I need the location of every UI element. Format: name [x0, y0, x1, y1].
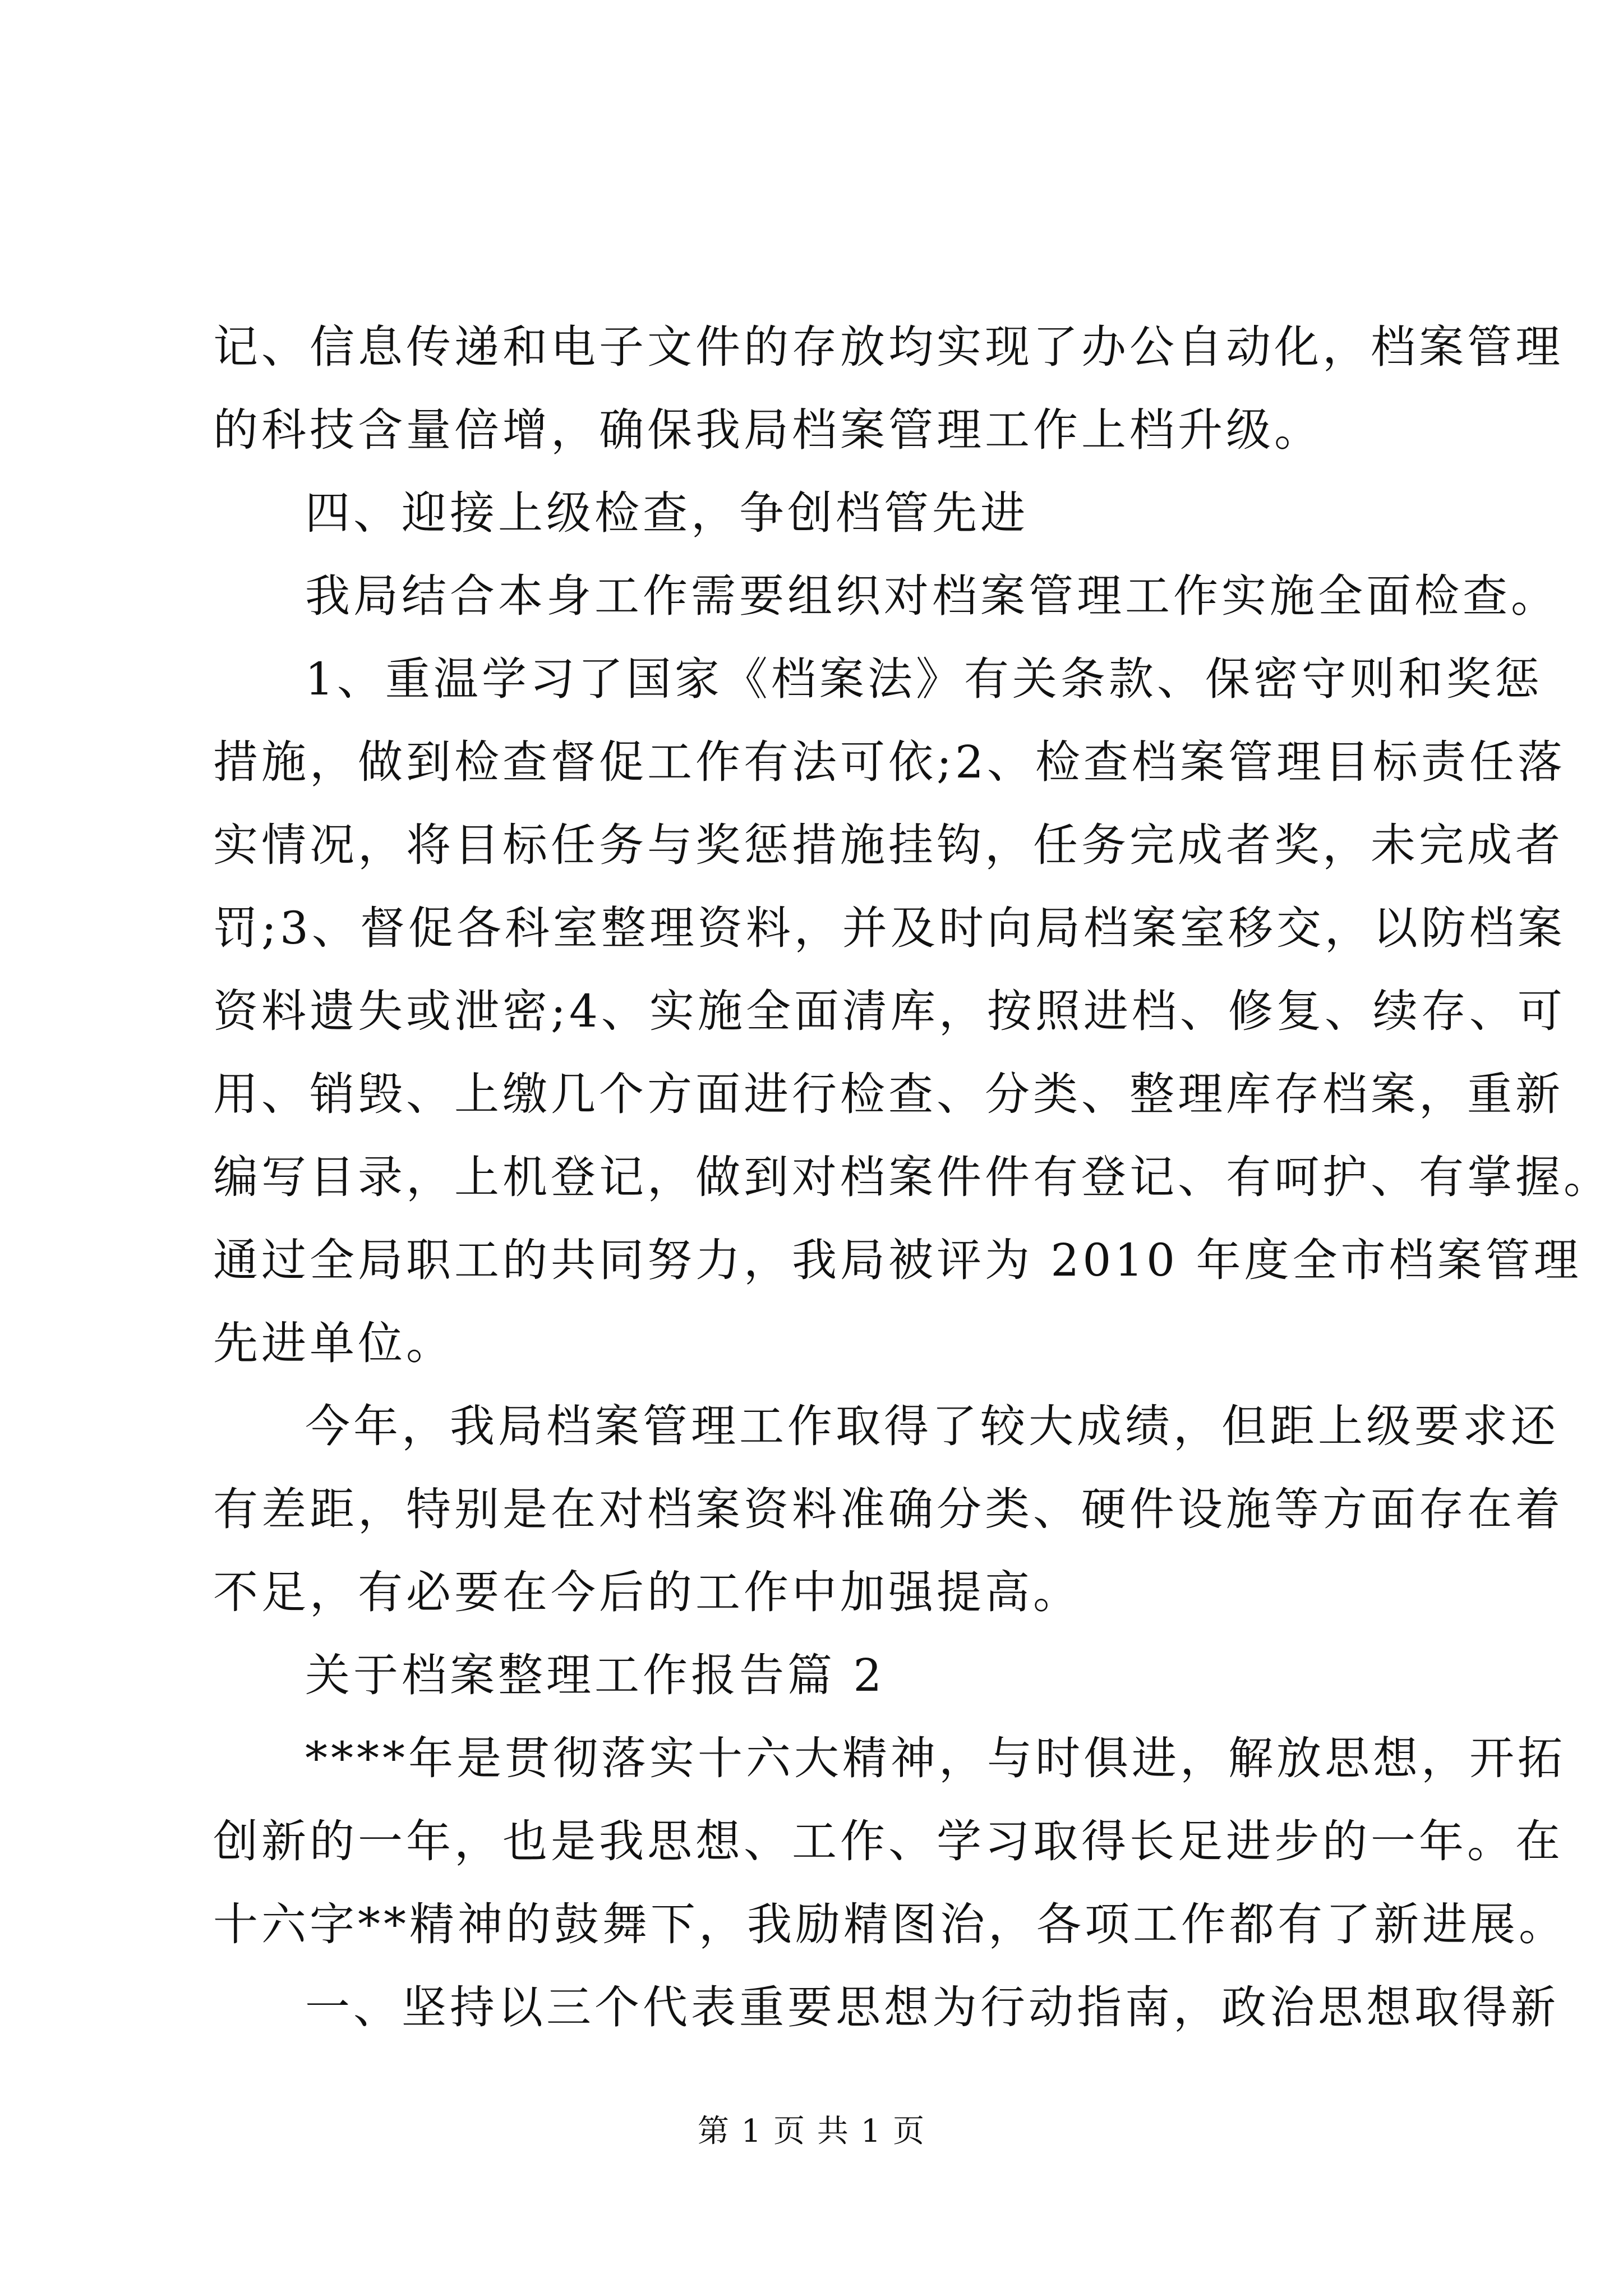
text-line: 措施，做到检查督促工作有法可依;2、检查档案管理目标责任落: [213, 736, 1566, 788]
text-line: 通过全局职工的共同努力，我局被评为 2010 年度全市档案管理: [213, 1234, 1582, 1286]
text-line: 四、迎接上级检查，争创档管先进: [305, 487, 1029, 539]
text-line: 1、重温学习了国家《档案法》有关条款、保密守则和奖惩: [305, 653, 1543, 705]
text-line: 十六字**精神的鼓舞下，我励精图治，各项工作都有了新进展。: [213, 1898, 1567, 1950]
text-line: 资料遗失或泄密;4、实施全面清库，按照进档、修复、续存、可: [213, 985, 1566, 1037]
text-line: 今年，我局档案管理工作取得了较大成绩，但距上级要求还: [305, 1400, 1559, 1452]
text-line: 用、销毁、上缴几个方面进行检查、分类、整理库存档案，重新: [213, 1068, 1564, 1120]
text-line: 先进单位。: [213, 1317, 454, 1369]
text-line: 不足，有必要在今后的工作中加强提高。: [213, 1566, 1081, 1618]
text-line: 实情况，将目标任务与奖惩措施挂钩，任务完成者奖，未完成者: [213, 819, 1564, 871]
page-footer: 第 1 页 共 1 页: [697, 2113, 926, 2150]
text-line: 的科技含量倍增，确保我局档案管理工作上档升级。: [213, 404, 1322, 456]
text-line: 创新的一年，也是我思想、工作、学习取得长足进步的一年。在: [213, 1815, 1564, 1867]
text-line: 编写目录，上机登记，做到对档案件件有登记、有呵护、有掌握。: [213, 1151, 1612, 1203]
text-line: 关于档案整理工作报告篇 2: [305, 1649, 886, 1701]
text-line: 一、坚持以三个代表重要思想为行动指南，政治思想取得新: [305, 1981, 1559, 2033]
document-body: [213, 306, 1612, 2049]
text-line: 罚;3、督促各科室整理资料，并及时向局档案室移交，以防档案: [213, 902, 1566, 954]
text-line: 有差距，特别是在对档案资料准确分类、硬件设施等方面存在着: [213, 1483, 1564, 1535]
text-line: 记、信息传递和电子文件的存放均实现了办公自动化，档案管理: [213, 321, 1564, 373]
text-line: 我局结合本身工作需要组织对档案管理工作实施全面检查。: [305, 570, 1559, 622]
text-line: ****年是贯彻落实十六大精神，与时俱进，解放思想，开拓: [305, 1732, 1566, 1784]
